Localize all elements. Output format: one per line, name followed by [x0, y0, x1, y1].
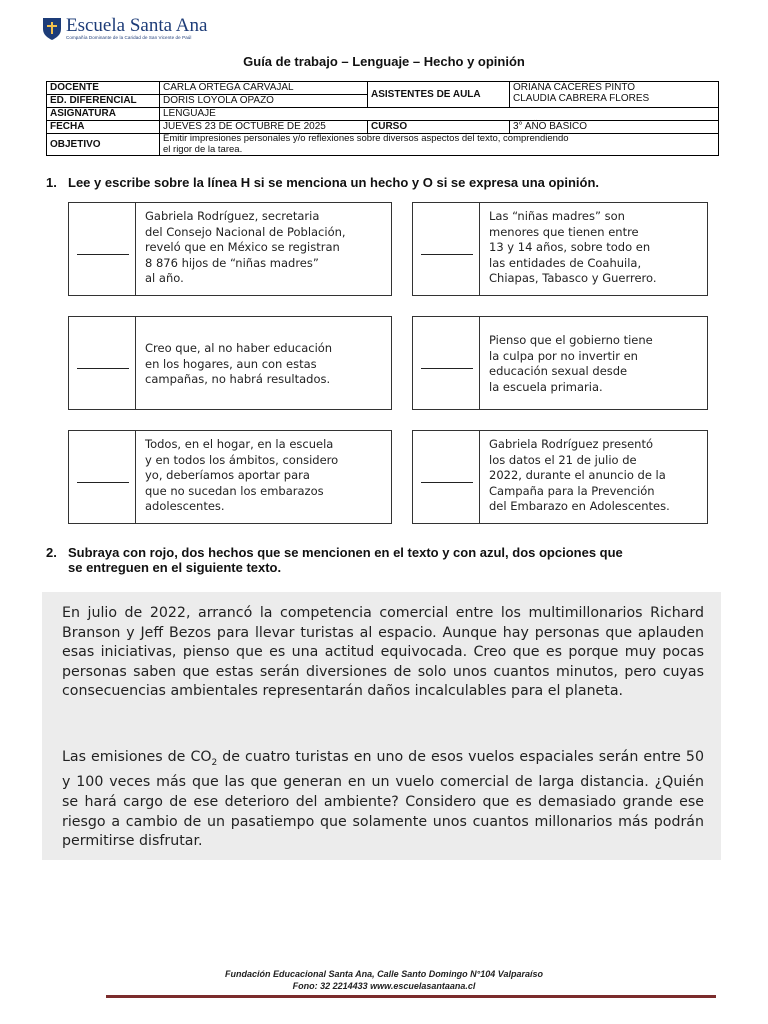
statement-box-2 — [412, 202, 708, 296]
asignatura-label: ASIGNATURA — [47, 108, 160, 121]
answer-blank[interactable] — [69, 203, 136, 295]
statement-text: Todos, en el hogar, en la escuela y en todos los ámbitos, considero yo, deberíamos aportar para que no sucedan los embarazos adolescentes. — [145, 437, 339, 513]
asistente-2: CLAUDIA CABRERA FLORES — [513, 93, 650, 104]
answer-blank[interactable] — [69, 431, 136, 523]
school-logo — [42, 16, 207, 41]
statement-box-1 — [68, 202, 392, 296]
school-subtitle: Compañía Dominante de la Caridad de San Vicente de Paúl — [66, 35, 192, 40]
footer-address: Fundación Educacional Santa Ana, Calle Santo Domingo N°104 Valparaíso — [224, 969, 543, 979]
fecha-label: FECHA — [47, 121, 160, 134]
statement-box-3 — [68, 316, 392, 410]
footer-divider — [106, 995, 716, 998]
asistente-1: ORIANA CÁCERES PINTO — [513, 82, 636, 93]
objetivo-line-2: el rigor de la tarea. — [163, 143, 243, 155]
objetivo-value — [160, 134, 719, 156]
objetivo-line-1: Emitir impresiones personales y/o reflexiones sobre diversos aspectos del texto, comprendiendo — [163, 133, 569, 144]
statement-box-6 — [412, 430, 708, 524]
school-name: Escuela Santa Ana — [66, 15, 208, 36]
reading-paragraph-2: Las emisiones de $CO_2$ de cuatro turistas en uno de esos vuelos espaciales serán entre 50 y 100 veces más que las que generan en un vuelo comercial de larga distancia. ¿Quién se hará cargo de ese deterioro del ambiente? Considero que es demasiado grande ese riesgo a cambio de un pasatiempo que solamente unos cuantos millonarios más podrán permitirse disfrutar. — [62, 749, 704, 850]
diferencial-value: DORIS LOYOLA OPAZO — [160, 95, 368, 108]
docente-label: DOCENTE — [47, 82, 160, 95]
asistentes-label: ASISTENTES DE AULA — [368, 82, 510, 108]
question-2-number: 2. — [46, 545, 57, 560]
asistentes-value — [510, 82, 719, 108]
reading-paragraph-1: En julio de 2022, arrancó la competencia comercial entre los multimillonarios Richard Branson y Jeff Bezos para llevar turistas al espacio. Aunque hay personas que aplauden esas iniciativas, pienso que es una actitud equivocada. Creo que es porque muy pocas personas saben que estas serán diversiones de solo unos cuantos minutos, pero cuyas consecuencias ambientales representarán daños incalculables para el planeta. — [62, 605, 704, 700]
docente-value: CARLA ORTEGA CARVAJAL — [160, 82, 368, 95]
statement-box-5 — [68, 430, 392, 524]
page-title: Guía de trabajo – Lenguaje – Hecho y opinión — [243, 54, 525, 69]
curso-value: 3° AÑO BASICO — [510, 121, 719, 134]
question-2-text: Subraya con rojo, dos hechos que se mencionen en el texto y con azul, dos opciones que se entreguen en el siguiente texto. — [68, 545, 623, 575]
curso-label: CURSO — [368, 121, 510, 134]
answer-blank[interactable] — [413, 431, 480, 523]
statement-box-4 — [412, 316, 708, 410]
question-1-number: 1. — [46, 175, 57, 190]
statement-text: Gabriela Rodríguez presentó los datos el 21 de julio de 2022, durante el anuncio de la Campaña para la Prevención del Embarazo en Adolescentes. — [489, 437, 670, 513]
question-1-text: Lee y escribe sobre la línea H si se menciona un hecho y O si se expresa una opinión. — [68, 175, 600, 190]
diferencial-label: ED. DIFERENCIAL — [47, 95, 160, 108]
reading-passage — [42, 592, 721, 860]
statement-text: Las “niñas madres” son menores que tienen entre 13 y 14 años, sobre todo en las entidades de Coahuila, Chiapas, Tabasco y Guerrero. — [489, 209, 657, 285]
statement-text: Gabriela Rodríguez, secretaria del Consejo Nacional de Población, reveló que en México se registran 8 876 hijos de “niñas madres” al año. — [145, 209, 346, 285]
info-table — [46, 81, 719, 156]
fecha-value: JUEVES 23 DE OCTUBRE DE 2025 — [160, 121, 368, 134]
asignatura-value: LENGUAJE — [160, 108, 719, 121]
objetivo-label: OBJETIVO — [47, 134, 160, 156]
answer-blank[interactable] — [413, 203, 480, 295]
shield-icon — [42, 17, 62, 41]
answer-blank[interactable] — [413, 317, 480, 409]
statement-text: Creo que, al no haber educación en los hogares, aun con estas campañas, no habrá resultados. — [145, 341, 333, 386]
footer-contact: Fono: 32 2214433 www.escuelasantaana.cl — [292, 981, 476, 991]
answer-blank[interactable] — [69, 317, 136, 409]
statement-text: Pienso que el gobierno tiene la culpa por no invertir en educación sexual desde la escuela primaria. — [489, 333, 653, 394]
footer — [0, 968, 768, 992]
